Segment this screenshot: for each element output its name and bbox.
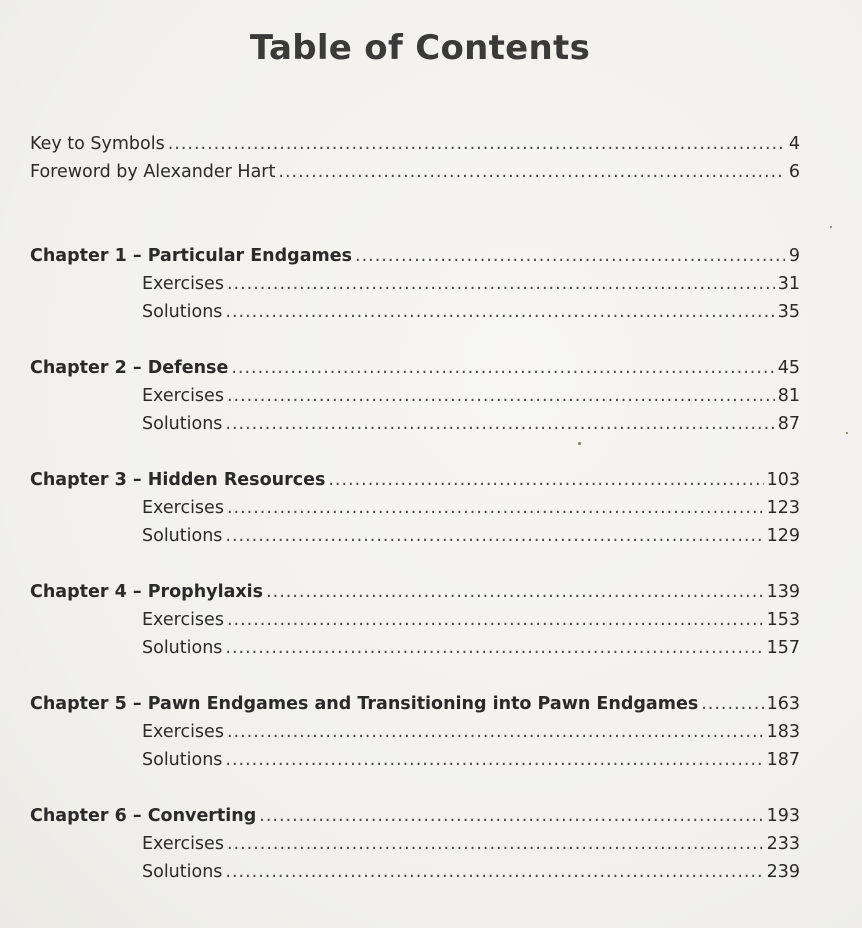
toc-chapter-6-exercises [30,830,800,858]
leader-dots [225,746,763,774]
toc-chapter-3-exercises [30,494,800,522]
leader-dots [168,130,785,158]
chapter-label: Chapter 3 – Hidden Resources [30,470,326,490]
toc-chapter-2 [30,354,800,382]
leader-dots [278,158,785,186]
sub-entry-page: 157 [766,638,800,658]
chapter-label: Chapter 5 – Pawn Endgames and Transitioning into Pawn Endgames [30,694,699,714]
toc-chapter-1 [30,242,800,270]
leader-dots [259,802,763,830]
toc-chapter-5 [30,690,800,718]
sub-entry-page: 31 [777,274,800,294]
toc-chapter-5-exercises [30,718,800,746]
sub-entry-page: 81 [777,386,800,406]
sub-entry-label: Solutions [142,638,223,658]
toc-chapter-1-exercises [30,270,800,298]
sub-entry-label: Solutions [142,526,223,546]
sub-entry-label: Exercises [142,610,224,630]
leader-dots [227,718,764,746]
sub-entry-page: 239 [766,862,800,882]
toc-entry-foreword [30,158,800,186]
chapter-label: Chapter 1 – Particular Endgames [30,246,353,266]
toc-entry-page: 6 [788,162,800,182]
toc-chapter-6 [30,802,800,830]
toc-chapter-3-solutions [30,522,800,550]
toc-entry-label: Foreword by Alexander Hart [30,162,276,182]
leader-dots [225,522,763,550]
chapter-page: 139 [766,582,800,602]
sub-entry-label: Exercises [142,274,224,294]
chapter-page: 103 [766,470,800,490]
toc-chapter-3 [30,466,800,494]
sub-entry-label: Exercises [142,722,224,742]
leader-dots [231,354,774,382]
chapter-label: Chapter 2 – Defense [30,358,229,378]
leader-dots [227,270,775,298]
leader-dots [225,410,774,438]
leader-dots [701,690,763,718]
leader-dots [266,578,764,606]
sub-entry-label: Solutions [142,302,223,322]
toc-chapter-5-solutions [30,746,800,774]
sub-entry-page: 153 [766,610,800,630]
sub-entry-label: Exercises [142,498,224,518]
chapter-page: 163 [766,694,800,714]
table-of-contents [30,130,800,886]
paper-speck [830,226,832,228]
leader-dots [227,494,764,522]
chapter-label: Chapter 6 – Converting [30,806,257,826]
sub-entry-label: Solutions [142,750,223,770]
sub-entry-page: 123 [766,498,800,518]
paper-speck [846,432,848,434]
sub-entry-page: 183 [766,722,800,742]
leader-dots [225,298,774,326]
toc-chapter-4-solutions [30,634,800,662]
sub-entry-page: 187 [766,750,800,770]
leader-dots [227,606,764,634]
leader-dots [227,830,764,858]
sub-entry-label: Exercises [142,834,224,854]
chapter-page: 193 [766,806,800,826]
chapter-label: Chapter 4 – Prophylaxis [30,582,264,602]
leader-dots [225,634,763,662]
toc-chapter-2-solutions [30,410,800,438]
toc-entry-key-to-symbols [30,130,800,158]
sub-entry-page: 35 [777,302,800,322]
toc-chapter-1-solutions [30,298,800,326]
sub-entry-page: 87 [777,414,800,434]
leader-dots [328,466,763,494]
sub-entry-page: 129 [766,526,800,546]
toc-entry-label: Key to Symbols [30,134,165,154]
paper-speck [578,442,581,445]
leader-dots [225,858,763,886]
toc-chapter-4-exercises [30,606,800,634]
sub-entry-page: 233 [766,834,800,854]
toc-entry-page: 4 [788,134,800,154]
toc-chapter-6-solutions [30,858,800,886]
page-title: Table of Contents [249,28,591,68]
sub-entry-label: Solutions [142,862,223,882]
sub-entry-label: Solutions [142,414,223,434]
leader-dots [355,242,785,270]
sub-entry-label: Exercises [142,386,224,406]
toc-chapter-4 [30,578,800,606]
chapter-page: 45 [777,358,800,378]
chapter-page: 9 [788,246,800,266]
leader-dots [227,382,775,410]
toc-chapter-2-exercises [30,382,800,410]
